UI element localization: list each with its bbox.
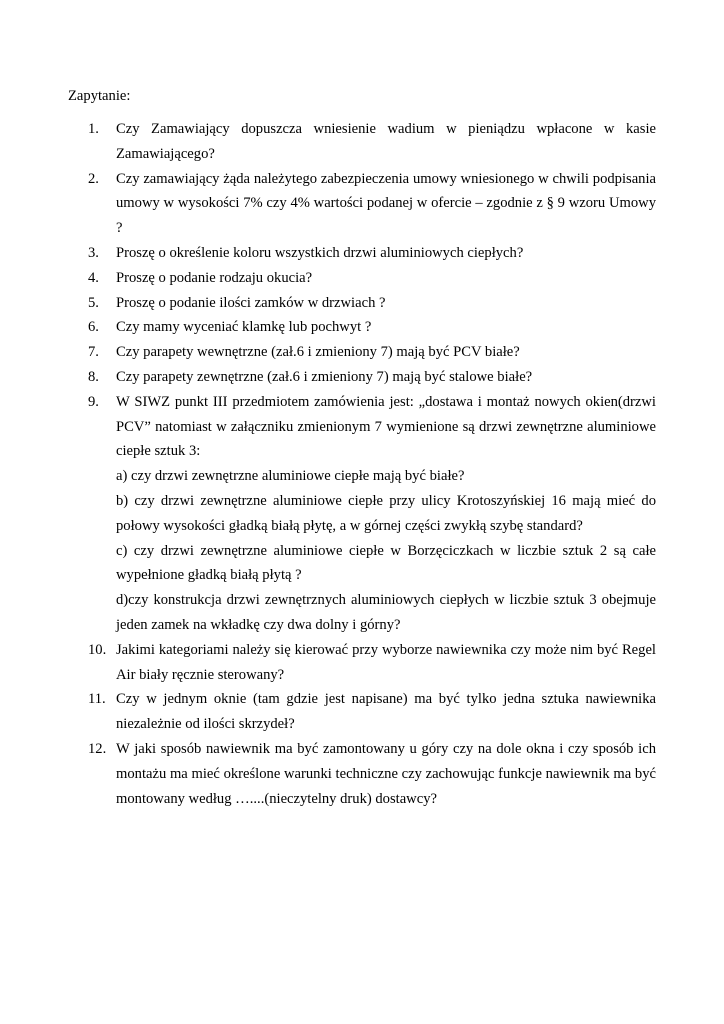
list-item-5 <box>88 291 656 316</box>
item-text: W SIWZ punkt III przedmiotem zamówienia jest: „dostawa i montaż nowych okien(drzwi PCV” natomiast w załączniku zmienionym 7 wymienione są drzwi zewnętrzne aluminiowe ciepłe sztuk 3: <box>116 393 656 460</box>
item-number: 3. <box>88 244 99 261</box>
list-item-8 <box>88 365 656 390</box>
list-item-1 <box>88 117 656 167</box>
item-number: 5. <box>88 294 99 311</box>
item-text: Czy w jednym oknie (tam gdzie jest napisane) ma być tylko jedna sztuka nawiewnika niezależnie od ilości skrzydeł? <box>116 691 656 733</box>
sub-question-d: d)czy konstrukcja drzwi zewnętrznych aluminiowych ciepłych w liczbie sztuk 3 obejmuje jeden zamek na wkładkę czy dwa dolny i górny? <box>116 592 656 633</box>
item-number: 11. <box>88 691 106 708</box>
list-item-11 <box>88 687 656 737</box>
item-text: Czy parapety zewnętrzne (zał.6 i zmieniony 7) mają być stalowe białe? <box>116 368 533 385</box>
item-text: Czy Zamawiający dopuszcza wniesienie wadium w pieniądzu wpłacone w kasie Zamawiającego? <box>116 121 656 162</box>
item-text: Czy mamy wyceniać klamkę lub pochwyt ? <box>116 319 372 336</box>
item-text: Proszę o podanie rodzaju okucia? <box>116 269 313 286</box>
item-text: Proszę o określenie koloru wszystkich drzwi aluminiowych ciepłych? <box>116 244 524 261</box>
list-item-7 <box>88 340 656 365</box>
list-item-9 <box>88 390 656 638</box>
item-number: 6. <box>88 319 99 336</box>
item-number: 2. <box>88 170 99 187</box>
item-number: 4. <box>88 269 99 286</box>
question-list <box>88 117 656 811</box>
sub-question-b: b) czy drzwi zewnętrzne aluminiowe ciepłe przy ulicy Krotoszyńskiej 16 mają mieć do połowy wysokości gładką białą płytę, a w górnej części zwykłą szybę standard? <box>116 492 656 534</box>
item-text: Czy zamawiający żąda należytego zabezpieczenia umowy wniesionego w chwili podpisania umowy w wysokości 7% czy 4% wartości podanej w ofercie – zgodnie z § 9 wzoru Umowy ? <box>116 170 656 237</box>
list-item-2 <box>88 167 656 241</box>
item-number: 10. <box>88 641 107 658</box>
item-text: Czy parapety wewnętrzne (zał.6 i zmieniony 7) mają być PCV białe? <box>116 344 520 361</box>
list-item-10 <box>88 638 656 688</box>
item-number: 1. <box>88 121 99 137</box>
item-number: 8. <box>88 368 99 385</box>
list-item-4 <box>88 266 656 291</box>
item-text: Proszę o podanie ilości zamków w drzwiach ? <box>116 294 386 311</box>
list-item-3 <box>88 241 656 266</box>
sub-question-c: c) czy drzwi zewnętrzne aluminiowe ciepłe w Borzęciczkach w liczbie sztuk 2 są całe wypełnione gładką białą płytą ? <box>116 542 656 584</box>
list-item-6 <box>88 315 656 340</box>
list-item-12 <box>88 737 656 811</box>
item-number: 12. <box>88 740 107 757</box>
item-number: 7. <box>88 344 99 361</box>
sub-question-a: a) czy drzwi zewnętrzne aluminiowe ciepłe mają być białe? <box>116 468 465 485</box>
item-text: Jakimi kategoriami należy się kierować przy wyborze nawiewnika czy może nim być Regel Air biały ręcznie sterowany? <box>116 641 656 683</box>
page-heading: Zapytanie: <box>68 88 131 104</box>
item-text: W jaki sposób nawiewnik ma być zamontowany u góry czy na dole okna i czy sposób ich montażu ma mieć określone warunki techniczne czy zachowując funkcje nawiewnik ma być montowany według …....(nieczytelny druk) dostawcy? <box>116 740 656 807</box>
item-number: 9. <box>88 393 99 410</box>
